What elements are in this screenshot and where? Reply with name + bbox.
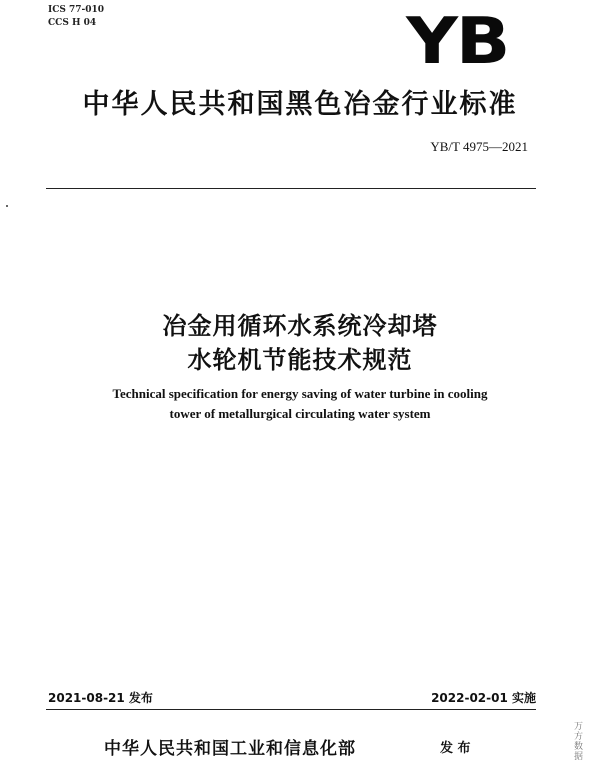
standard-number: YB/T 4975—2021	[430, 139, 528, 154]
scan-speck	[6, 205, 8, 207]
implement-date: 2022-02-01 实施	[431, 691, 536, 705]
watermark: 万方数据	[574, 722, 584, 762]
footer-divider	[46, 709, 536, 710]
document-title-cn-line2: 水轮机节能技术规范	[187, 346, 413, 374]
document-title-en-line2: tower of metallurgical circulating water system	[169, 406, 431, 421]
issuing-authority: 中华人民共和国工业和信息化部	[104, 739, 356, 759]
industry-standard-title: 中华人民共和国黑色冶金行业标准	[82, 89, 518, 120]
issued-label: 发 布	[440, 741, 471, 756]
publish-date: 2021-08-21 发布	[48, 691, 153, 705]
ccs-code: CCS H 04	[48, 18, 97, 28]
classification-codes	[48, 4, 104, 30]
document-title-en-line1: Technical specification for energy saving of water turbine in cooling	[112, 386, 488, 401]
yb-logo: YB	[405, 5, 508, 79]
header-divider	[46, 188, 536, 189]
ics-code: ICS 77-010	[48, 5, 105, 15]
document-title-cn-line1: 冶金用循环水系统冷却塔	[162, 312, 438, 340]
